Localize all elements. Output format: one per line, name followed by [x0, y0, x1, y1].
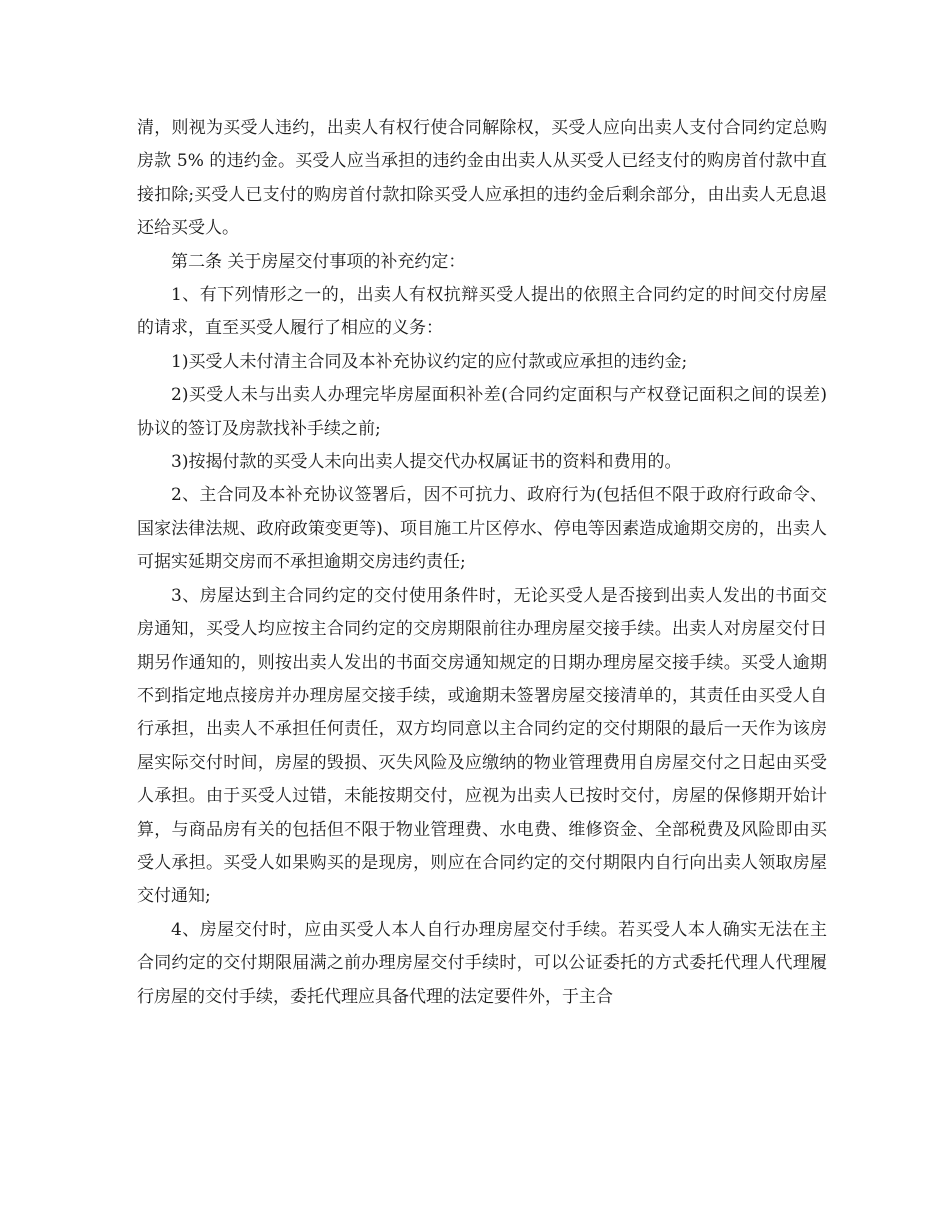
- paragraph-6: 3)按揭付款的买受人未向出卖人提交代办权属证书的资料和费用的。: [171, 452, 682, 473]
- paragraph-1: 清，则视为买受人违约，出卖人有权行使合同解除权，买受人应向出卖人支付合同约定总购房款 5% 的违约金。买受人应当承担的违约金由出卖人从买受人已经支付的购房首付款中直接扣除;买受人已支付的购房首付款扣除买受人应承担的违约金后剩余部分，由出卖人无息退还给买受人。: [137, 118, 827, 239]
- paragraph-5: 2)买受人未与出卖人办理完毕房屋面积补差(合同约定面积与产权登记面积之间的误差)协议的签订及房款找补手续之前;: [137, 385, 827, 439]
- paragraph-4: 1)买受人未付清主合同及本补充协议约定的应付款或应承担的违约金;: [171, 351, 688, 372]
- document-page: [137, 112, 827, 1014]
- paragraph-8: 3、房屋达到主合同约定的交付使用条件时，无论买受人是否接到出卖人发出的书面交房通知，买受人均应按主合同约定的交房期限前往办理房屋交接手续。出卖人对房屋交付日期另作通知的，则按出卖人发出的书面交房通知规定的日期办理房屋交接手续。买受人逾期不到指定地点接房并办理房屋交接手续，或逾期未签署房屋交接清单的，其责任由买受人自行承担，出卖人不承担任何责任，双方均同意以主合同约定的交付期限的最后一天作为该房屋实际交付时间，房屋的毁损、灭失风险及应缴纳的物业管理费用自房屋交付之日起由买受人承担。由于买受人过错，未能按期交付，应视为出卖人已按时交付，房屋的保修期开始计算，与商品房有关的包括但不限于物业管理费、水电费、维修资金、全部税费及风险即由买受人承担。买受人如果购买的是现房，则应在合同约定的交付期限内自行向出卖人领取房屋交付通知;: [137, 585, 827, 907]
- paragraph-3: 1、有下列情形之一的，出卖人有权抗辩买受人提出的依照主合同约定的时间交付房屋的请求，直至买受人履行了相应的义务：: [137, 285, 827, 339]
- paragraph-7: 2、主合同及本补充协议签署后，因不可抗力、政府行为(包括但不限于政府行政命令、国家法律法规、政府政策变更等)、项目施工片区停水、停电等因素造成逾期交房的，出卖人可据实延期交房而不承担逾期交房违约责任;: [137, 485, 827, 573]
- paragraph-9: 4、房屋交付时，应由买受人本人自行办理房屋交付手续。若买受人本人确实无法在主合同约定的交付期限届满之前办理房屋交付手续时，可以公证委托的方式委托代理人代理履行房屋的交付手续，委托代理应具备代理的法定要件外，于主合: [137, 919, 827, 1007]
- paragraph-2: 第二条 关于房屋交付事项的补充约定：: [171, 251, 466, 272]
